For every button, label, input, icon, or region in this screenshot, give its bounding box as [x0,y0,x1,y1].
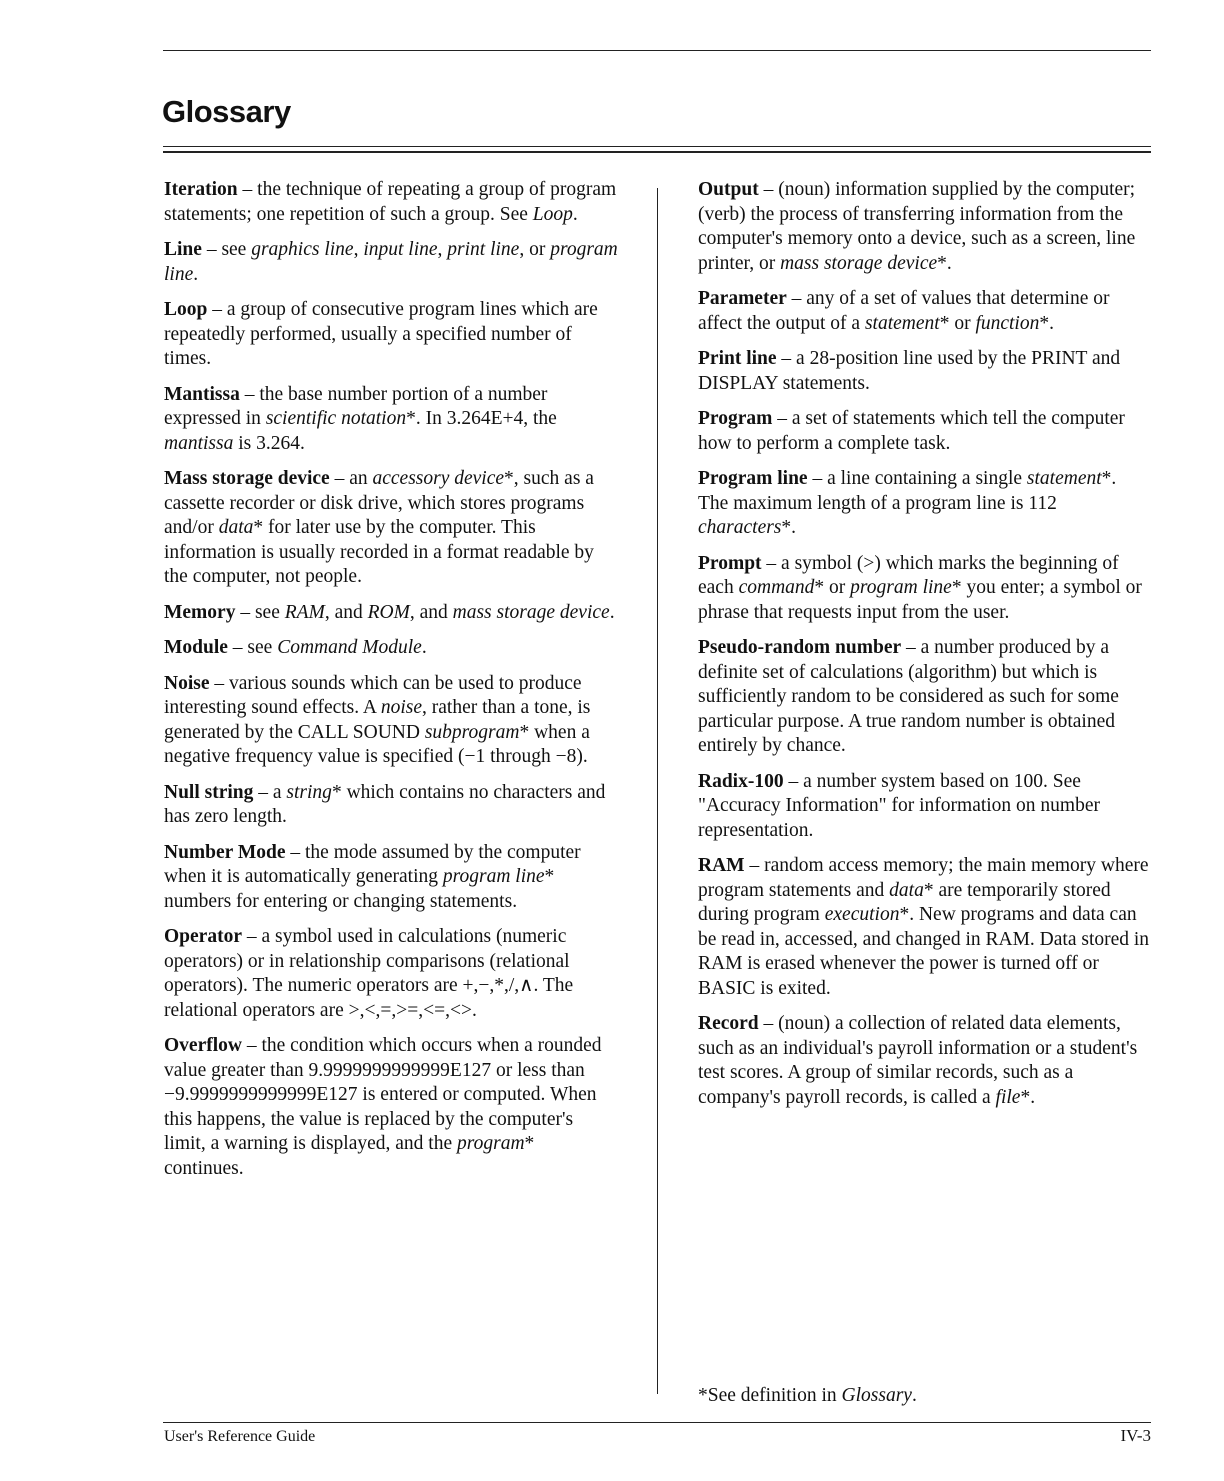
footer-book-title: User's Reference Guide [164,1428,316,1445]
entry-definition: various sounds which can be used to produce interesting sound effects. A [164,672,582,718]
entry-definition-italic: file [995,1086,1021,1108]
entry-definition: *. [1039,312,1054,334]
glossary-entry: Module – see Command Module. [164,637,427,658]
entry-term: Output [698,179,759,200]
entry-term: Program line [698,468,808,489]
entry-definition: * which contains no characters and has zero length. [164,781,606,827]
title-rule-double [163,151,1151,153]
entry-term: Radix-100 [698,770,784,792]
glossary-entry: Program – a set of statements which tell the computer how to perform a complete task. [698,408,1125,454]
entry-definition-italic: data [889,879,924,901]
glossary-entry: Overflow – the condition which occurs when a rounded value greater than 9.9999999999999E127 or less than −9.9999999999999E127 is entered or computed. When this happens, the value is replaced by the computer's limit, a warning is displayed, and the program* continues. [164,1035,602,1179]
entry-term: Line [164,239,202,260]
entry-definition: *. New programs and data can be read in, accessed, and changed in RAM. Data stored in RAM is erased whenever the power is turned off or BASIC is exited. [698,904,1150,999]
entry-definition-italic: RAM [284,601,325,623]
entry-term: Mass storage device [164,468,330,489]
entry-definition: . [421,637,427,658]
entry-definition: * are temporarily stored during program [698,879,1111,925]
entry-definition: see [254,601,285,623]
glossary-entry: Noise – various sounds which can be used to produce interesting sound effects. A noise, rather than a tone, is generated by the CALL SOUND subprogram* when a negative frequency value is specified (−1 through −8). [164,672,591,767]
entry-definition: a 28-position line used by the PRINT and DISPLAY statements. [698,348,1121,394]
entry-definition: *, such as a cassette recorder or disk drive, which stores programs and/or [164,468,594,538]
entry-definition-italic: mass storage device [780,252,938,274]
entry-definition: a symbol (>) which marks the beginning of each [698,552,1119,598]
glossary-entry: Null string – a string* which contains no characters and has zero length. [164,781,606,827]
entry-definition: is 3.264. [233,432,305,454]
glossary-entry: Record – (noun) a collection of related data elements, such as an individual's payroll information or a student's test scores. A group of similar records, such as a company's payroll records, is called a file*. [698,1013,1138,1108]
entry-term: Mantissa [164,383,240,405]
top-rule [163,50,1151,51]
entry-definition: a [272,781,287,803]
entry-definition: * for later use by the computer. This information is usually recorded in a format readable by the computer, not people. [164,517,594,587]
entry-definition-italic: program line [850,577,952,598]
entry-definition: , rather than a tone, is generated by the CALL SOUND [164,697,591,743]
entry-definition-italic: program line [164,239,618,285]
entry-definition: an [349,468,373,489]
glossary-entry: Program line – a line containing a single statement*. The maximum length of a program line is 112 characters*. [698,468,1117,538]
glossary-entry: Pseudo-random number – a number produced by a definite set of calculations (algorithm) but which is sufficiently random to be considered as such for some particular purpose. A true random number is obtained entirely by chance. [698,637,1119,756]
glossary-entry: Radix-100 – a number system based on 100. See "Accuracy Information" for information on number representation. [698,770,1100,841]
entry-definition: a number produced by a definite set of calculations (algorithm) but which is sufficiently random to be considered as such for some particular purpose. A true random number is obtained entirely by chance. [698,637,1119,756]
entry-definition-italic: Command Module [277,637,422,658]
entry-definition-italic: program line [442,866,545,887]
glossary-entry: Output – (noun) information supplied by the computer; (verb) the process of transferring information from the computer's memory onto a device, such as a screen, line printer, or mass storage device*. [698,179,1136,274]
entry-definition: see [221,239,252,260]
entry-definition-italic: data [218,517,254,538]
column-divider [657,188,658,1394]
entry-term: Overflow [164,1035,242,1056]
footer-rule [163,1422,1151,1423]
entry-term: Number Mode [164,841,286,863]
entry-definition: (noun) a collection of related data elements, such as an individual's payroll information or a student's test scores. A group of similar records, such as a company's payroll records, is called a [698,1013,1138,1108]
entry-definition-italic: input line [363,239,438,260]
glossary-entry: Mantissa – the base number portion of a number expressed in scientific notation*. In 3.264E+4, the mantissa is 3.264. [164,383,557,454]
entry-definition: *. In 3.264E+4, the [406,408,557,429]
entry-term: Record [698,1013,759,1034]
entry-definition: *. [1020,1086,1036,1108]
entry-term: Operator [164,926,242,947]
entry-definition: * numbers for entering or changing statements. [164,866,555,912]
glossary-entry: Mass storage device – an accessory device*, such as a cassette recorder or disk drive, which stores programs and/or data* for later use by the computer. This information is usually recorded in a format readable by the computer, not people. [164,468,594,587]
entry-definition: *. [781,517,797,538]
entry-definition: * you enter; a symbol or phrase that requests input from the user. [698,577,1142,623]
entry-term: Parameter [698,288,787,309]
entry-definition-italic: scientific notation [265,408,407,429]
entry-term: Noise [164,672,210,694]
glossary-entry: Iteration – the technique of repeating a group of program statements; one repetition of such a group. See Loop. [164,179,617,225]
glossary-entry: Line – see graphics line, input line, print line, or program line. [164,239,618,285]
entry-term: Module [164,637,228,658]
entry-definition: , and [409,601,453,623]
entry-definition: * or [939,312,976,334]
glossary-entry: Operator – a symbol used in calculations (numeric operators) or in relationship comparisons (relational operators). The numeric operators are +,−,*,/,∧. The relational operators are >,<,=,>=,<=,<>. [164,926,574,1021]
entry-definition-italic: statement [1026,468,1102,489]
entry-definition-italic: characters [698,517,782,538]
glossary-entry: Print line – a 28-position line used by the PRINT and DISPLAY statements. [698,348,1121,394]
entry-definition: *. The maximum length of a program line is 112 [698,468,1117,514]
entry-definition: , or [519,239,551,260]
glossary-entry: Parameter – any of a set of values that determine or affect the output of a statement* or function*. [698,288,1110,334]
entry-definition: a set of statements which tell the computer how to perform a complete task. [698,408,1125,454]
entry-definition-italic: print line [447,239,520,260]
footnote-italic: Glossary [841,1385,912,1406]
entry-definition: random access memory; the main memory where program statements and [698,855,1149,901]
footnote-end: . [911,1385,917,1406]
entry-definition: a number system based on 100. See "Accuracy Information" for information on number representation. [698,770,1100,841]
entry-definition: any of a set of values that determine or affect the output of a [698,288,1110,334]
entry-definition-italic: function [975,312,1040,334]
entry-term: Memory [164,601,236,623]
entry-definition-italic: command [738,577,815,598]
entry-definition: (noun) information supplied by the computer; (verb) the process of transferring information from the computer's memory onto a device, such as a screen, line printer, or [698,179,1136,274]
entry-definition: , and [324,601,368,623]
entry-definition-italic: string [286,781,332,803]
entry-definition-italic: program [457,1133,525,1154]
entry-definition-italic: mass storage device [452,601,610,623]
entry-definition: . [609,601,615,623]
entry-definition-italic: accessory device [372,468,505,489]
entry-definition: . [572,203,578,225]
entry-definition-italic: noise [380,697,422,718]
entry-definition: the technique of repeating a group of program statements; one repetition of such a group. See [164,179,617,225]
entry-term: Iteration [164,179,238,200]
entry-definition-italic: subprogram [424,721,520,743]
entry-term: Print line [698,348,777,369]
entry-definition: *. [937,252,952,274]
entry-term: Null string [164,781,254,803]
entry-term: Loop [164,299,208,320]
glossary-entry: Number Mode – the mode assumed by the computer when it is automatically generating program line* numbers for entering or changing statements. [164,841,581,912]
entry-term: RAM [698,855,745,876]
entry-definition-italic: graphics line [251,239,354,260]
entry-definition: the mode assumed by the computer when it is automatically generating [164,841,581,887]
glossary-entry: Prompt – a symbol (>) which marks the beginning of each command* or program line* you enter; a symbol or phrase that requests input from the user. [698,552,1142,623]
glossary-entry: RAM – random access memory; the main memory where program statements and data* are temporarily stored during program execution*. New programs and data can be read in, accessed, and changed in RAM. Data stored in RAM is erased whenever the power is turned off or BASIC is exited. [698,855,1150,999]
page-number: IV-3 [1120,1426,1151,1445]
entry-definition: the condition which occurs when a rounded value greater than 9.9999999999999E127 or less than −9.9999999999999E127 is entered or computed. When this happens, the value is replaced by the computer's limit, a warning is displayed, and the [164,1035,602,1154]
entry-definition: . [193,263,199,285]
title-rule [163,146,1151,147]
entry-definition: the base number portion of a number expressed in [164,383,548,429]
entry-definition-italic: ROM [367,601,410,623]
footnote [698,1385,917,1407]
entry-term: Program [698,408,773,429]
footnote-text: *See definition in [698,1385,842,1406]
entry-definition: see [247,637,278,658]
entry-definition: * continues. [164,1133,535,1179]
entry-definition: * when a negative frequency value is specified (−1 through −8). [164,721,590,767]
entry-definition: a symbol used in calculations (numeric operators) or in relationship comparisons (relational operators). The numeric operators are +,−,*,/,∧. The relational operators are >,<,=,>=,<=,<>. [164,926,574,1021]
left-column [164,178,618,1192]
entry-definition: , [437,239,448,260]
entry-definition-italic: mantissa [164,432,234,454]
entry-term: Prompt [698,552,762,574]
entry-term: Pseudo-random number [698,637,902,658]
entry-definition: a line containing a single [827,468,1027,489]
entry-definition: a group of consecutive program lines which are repeatedly performed, usually a specified number of times. [164,299,598,369]
entry-definition: , [353,239,364,260]
page-title: Glossary [162,94,291,129]
entry-definition-italic: execution [824,904,900,925]
entry-definition: * or [814,577,851,598]
glossary-entry: Loop – a group of consecutive program lines which are repeatedly performed, usually a specified number of times. [164,299,598,369]
right-column [698,178,1150,1121]
entry-definition-italic: Loop [532,203,573,225]
glossary-entry: Memory – see RAM, and ROM, and mass storage device. [164,601,615,623]
entry-definition-italic: statement [864,312,940,334]
